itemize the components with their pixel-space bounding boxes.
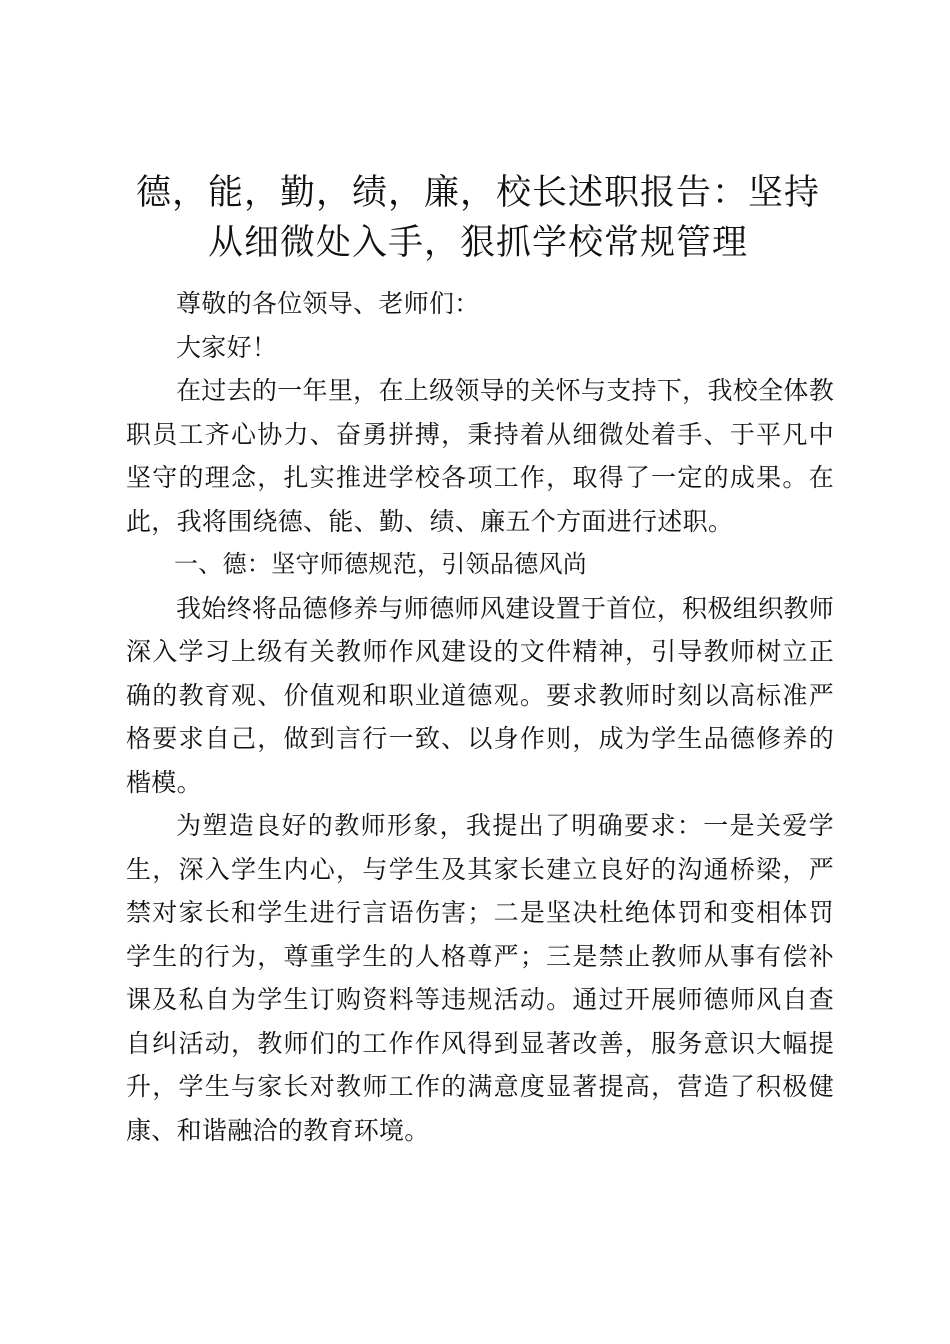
greeting: 大家好！ xyxy=(176,332,278,362)
body-paragraph: 为塑造良好的教师形象，我提出了明确要求：一是关爱学生，深入学生内心，与学生及其家长建立良好的沟通桥梁，严禁对家长和学生进行言语伤害；二是坚决杜绝体罚和变相体罚学生的行为，尊重学生的人格尊严；三是禁止教师从事有偿补课及私自为学生订购资料等违规活动。通过开展师德师风自查自纠活动，教师们的工作作风得到显著改善，服务意识大幅提升，学生与家长对教师工作的满意度显著提高，营造了积极健康、和谐融洽的教育环境。 xyxy=(126,811,834,1145)
intro-paragraph: 在过去的一年里，在上级领导的关怀与支持下，我校全体教职员工齐心协力、奋勇拼搏，秉持着从细微处着手、于平凡中坚守的理念，扎实推进学校各项工作，取得了一定的成果。在此，我将围绕德、能、勤、绩、廉五个方面进行述职。 xyxy=(126,376,834,536)
body-paragraph: 我始终将品德修养与师德师风建设置于首位，积极组织教师深入学习上级有关教师作风建设的文件精神，引导教师树立正确的教育观、价值观和职业道德观。要求教师时刻以高标准严格要求自己，做到言行一致、以身作则，成为学生品德修养的楷模。 xyxy=(126,593,834,797)
document-title: 德，能，勤，绩，廉，校长述职报告：坚持从细微处入手，狠抓学校常规管理 xyxy=(135,173,820,263)
document-body xyxy=(126,282,834,1152)
salutation: 尊敬的各位领导、老师们： xyxy=(176,289,480,318)
section-heading: 一、德：坚守师德规范，引领品德风尚 xyxy=(174,550,588,578)
